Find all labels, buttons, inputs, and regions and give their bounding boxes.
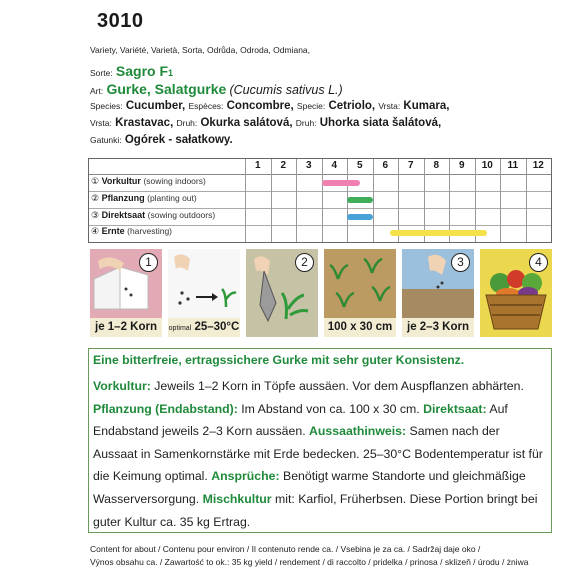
variety-name: Sagro F <box>115 63 169 79</box>
description-text: Vorkultur: Jeweils 1–2 Korn in Töpfe aussäen. Vor dem Auspflanzen abhärten. Pflanzung (Endabstand): Im Abstand von ca. 100 x 30 cm. Direktsaat: Auf Endabstand jeweils 2–3 Korn aussäen. Aussaathinweis: Samen nach der Aussaat in Samenkornstärke mit Erde bedecken. 25–30°C Bodentemperatur ist für die Keimung optimal. Ansprüche: Benötigt warme Standorte und gleichmäßige Wasserversorgung. Mischkultur mit: Karfiol, Früherbsen. Diese Portion bringt bei guter Kultur ca. 35 kg Ertrag. <box>93 379 543 529</box>
calendar-bar-vorkultur <box>322 180 360 186</box>
tile-harvest <box>480 249 552 337</box>
step-number: 1 <box>139 253 158 272</box>
month-label: 6 <box>382 160 389 171</box>
month-label: 10 <box>481 160 493 171</box>
month-label: 1 <box>254 160 261 171</box>
latin-name: (Cucumis sativus L.) <box>229 83 343 97</box>
tile-caption: optimal 25–30°C <box>168 318 240 337</box>
month-label: 8 <box>433 160 440 171</box>
month-label: 9 <box>458 160 465 171</box>
variety-line: Variety, Variété, Varietà, Sorta, Odrůda, Odroda, Odmiana, <box>90 45 311 55</box>
tile-caption: je 2–3 Korn <box>402 318 474 337</box>
calendar-column-divider <box>500 159 501 242</box>
calendar-bar-ernte <box>390 230 487 236</box>
tile-germination <box>168 249 240 337</box>
calendar-row-pflanzung: ② Pflanzung (planting out) <box>89 192 551 209</box>
month-label: 12 <box>532 160 544 171</box>
calendar-grid <box>245 159 551 242</box>
tile-sow-outdoors <box>402 249 474 337</box>
tile-caption: 100 x 30 cm <box>324 318 396 337</box>
description-box <box>88 348 552 533</box>
month-label: 4 <box>331 160 338 171</box>
calendar-column-divider <box>526 159 527 242</box>
month-label: 3 <box>305 160 312 171</box>
footer-line-2: Výnos obsahu ca. / Zawartość to ok.: 35 kg yield / rendement / di raccolto / pridelka / prinosa / sklizeň / úrodu / żniwa <box>90 557 529 567</box>
footer-line-1: Content for about / Contenu pour environ / Il contenuto rende ca. / Vsebina je za ca. / Sadržaj daje oko / <box>90 544 481 554</box>
calendar-column-divider <box>322 159 323 242</box>
calendar-row-vorkultur: ① Vorkultur (sowing indoors) <box>89 175 551 192</box>
month-label: 2 <box>280 160 287 171</box>
calendar-bar-pflanzung <box>347 197 373 203</box>
month-label: 11 <box>507 160 519 171</box>
step-number: 4 <box>529 253 548 272</box>
sorte-line: Sorte: Sagro F1 <box>90 63 174 79</box>
step-number: 2 <box>295 253 314 272</box>
art-line: Art: Gurke, Salatgurke (Cucumis sativus L.) <box>90 81 343 97</box>
tile-spacing <box>324 249 396 337</box>
calendar-row-direktsaat: ③ Direktsaat (sowing outdoors) <box>89 209 551 226</box>
step-number: 3 <box>451 253 470 272</box>
month-label: 5 <box>356 160 363 171</box>
calendar-column-divider <box>245 159 246 242</box>
tile-caption: je 1–2 Korn <box>90 318 162 337</box>
calendar-column-divider <box>296 159 297 242</box>
product-code: 3010 <box>97 10 144 32</box>
species-line-3: Gatunki: Ogórek - sałatkowy. <box>90 134 233 146</box>
species-name: Gurke, Salatgurke <box>106 81 227 97</box>
species-line-2: Vrsta: Krastavac, Druh: Okurka salátová, Druh: Uhorka siata šalátová, <box>90 117 442 129</box>
calendar-row-ernte: ④ Ernte (harvesting) <box>91 226 173 236</box>
description-title: Eine bitterfreie, ertragssichere Gurke mit sehr guter Konsistenz. <box>93 353 465 367</box>
species-line-1: Species: Cucumber, Espèces: Concombre, Specie: Cetriolo, Vrsta: Kumara, <box>90 100 450 112</box>
calendar-column-divider <box>271 159 272 242</box>
tile-sow-indoors <box>90 249 162 337</box>
month-label: 7 <box>407 160 414 171</box>
calendar-bar-direktsaat <box>347 214 373 220</box>
calendar-column-divider <box>373 159 374 242</box>
sowing-calendar <box>88 158 552 243</box>
tile-planting <box>246 249 318 337</box>
